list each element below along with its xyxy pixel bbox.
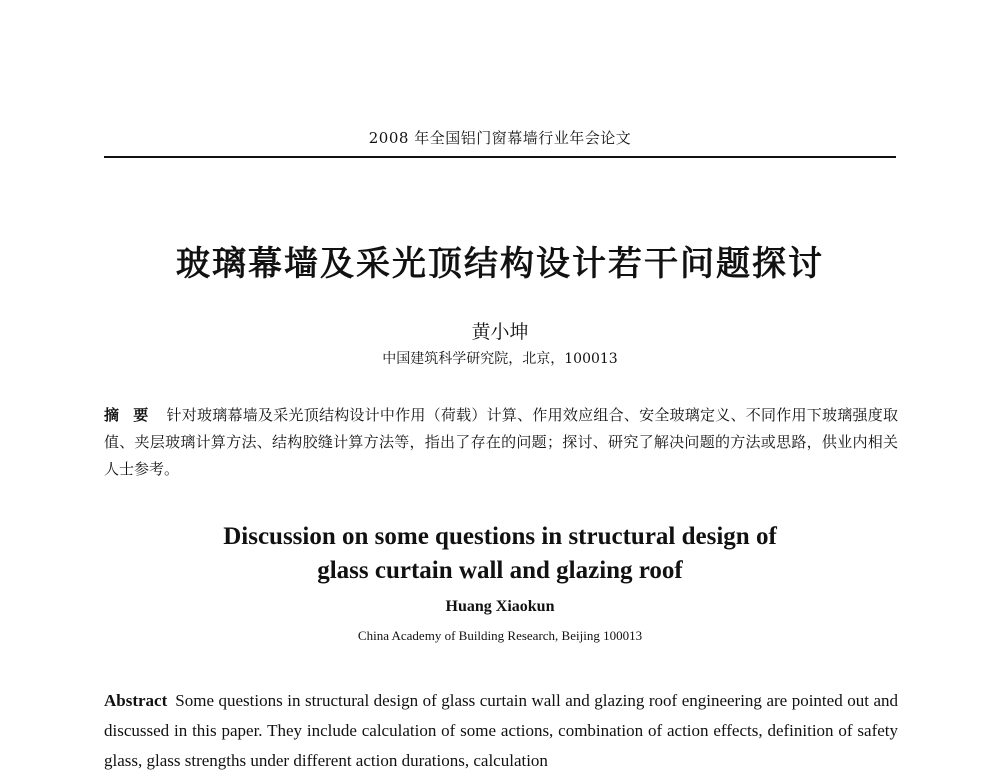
abstract-english [104, 686, 898, 776]
title-english [0, 520, 1000, 588]
affiliation-english: China Academy of Building Research, Beijing 100013 [357, 628, 643, 643]
author-chinese: 黄小坤 [471, 321, 529, 343]
abstract-label-chinese: 摘要 [104, 406, 163, 424]
author-english: Huang Xiaokun [445, 598, 555, 615]
affiliation-chinese: 中国建筑科学研究院，北京，100013 [382, 351, 618, 367]
running-header: 2008 年全国铝门窗幕墙行业年会论文 [368, 129, 632, 147]
title-english-line-2: glass curtain wall and glazing roof [317, 557, 683, 584]
abstract-text-english: Some questions in structural design of glass curtain wall and glazing roof engineering are pointed out and discussed in this paper. They include calculation of some actions, combination of action effects, definition of safety glass, glass strengths under different action durations, calculation [104, 691, 898, 770]
abstract-label-english: Abstract [104, 691, 168, 710]
title-english-line-1: Discussion on some questions in structural design of [223, 523, 777, 550]
abstract-chinese [104, 402, 898, 483]
abstract-text-chinese: 针对玻璃幕墙及采光顶结构设计中作用（荷载）计算、作用效应组合、安全玻璃定义、不同作用下玻璃强度取值、夹层玻璃计算方法、结构胶缝计算方法等，指出了存在的问题；探讨、研究了解决问题的方法或思路，供业内相关人士参考。 [104, 406, 898, 478]
title-chinese: 玻璃幕墙及采光顶结构设计若干问题探讨 [176, 244, 824, 284]
header-rule [104, 156, 896, 158]
